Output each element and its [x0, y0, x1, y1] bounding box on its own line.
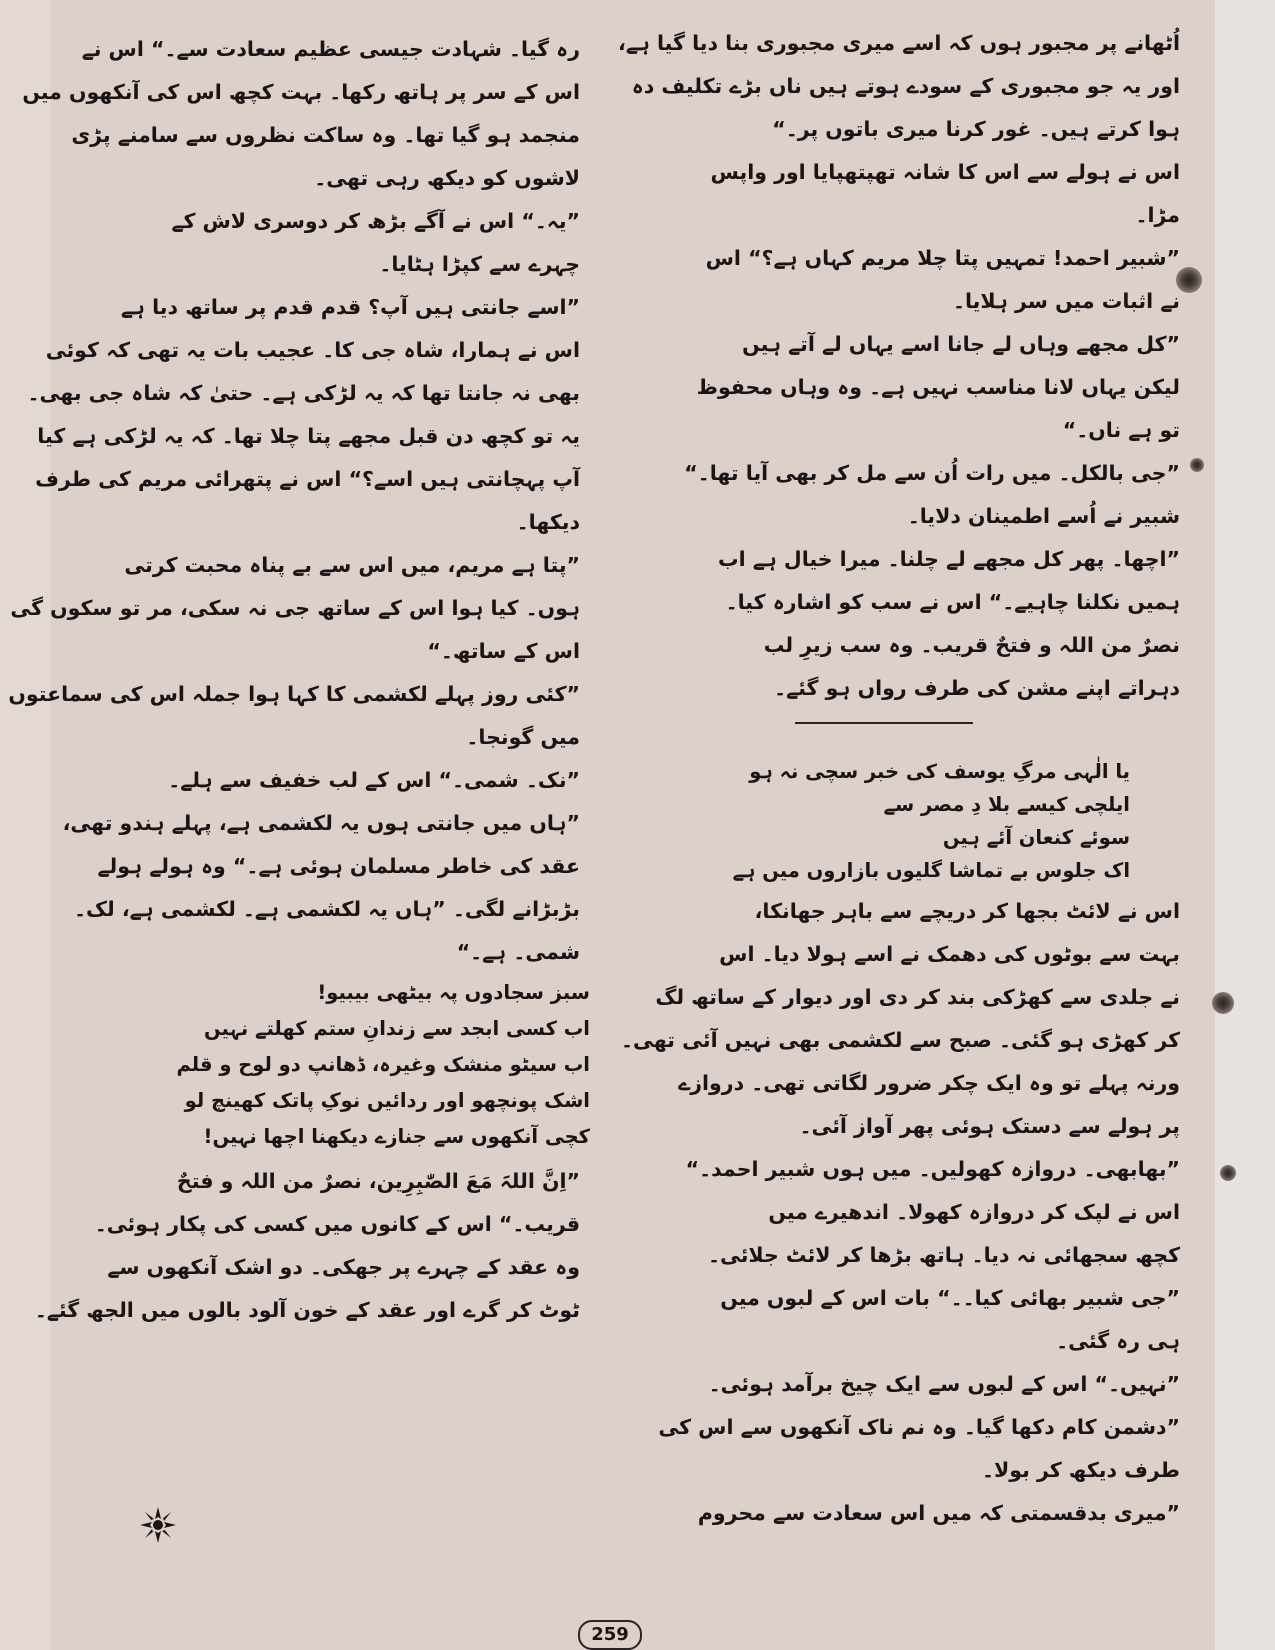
text-line: شبیر نے اُسے اطمینان دلایا۔	[907, 504, 1180, 528]
text-line: لاشوں کو دیکھ رہی تھی۔	[314, 166, 580, 190]
text-line: منجمد ہو گیا تھا۔ وہ ساکت نظروں سے سامنے پڑی	[71, 123, 580, 147]
text-line: ”نہیں۔“ اس کے لبوں سے ایک چیخ برآمد ہوئی۔	[708, 1372, 1180, 1396]
text-line: ”اچھا۔ پھر کل مجھے لے چلنا۔ میرا خیال ہے اب	[717, 547, 1180, 571]
page-number: 259	[578, 1620, 642, 1650]
binder-hole	[1212, 992, 1234, 1014]
text-line: عقد کی خاطر مسلمان ہوئی ہے۔“ وہ ہولے ہولے	[97, 854, 580, 878]
text-line: کر کھڑی ہو گئی۔ صبح سے لکشمی بھی نہیں آئی تھی۔	[621, 1028, 1180, 1052]
text-line: اور یہ جو مجبوری کے سودے ہوتے ہیں ناں بڑے تکلیف دہ	[631, 74, 1180, 98]
poem-line: سبز سجادوں پہ بیٹھی بیبیو!	[317, 981, 590, 1004]
text-line: ”جی شبیر بھائی کیا۔۔“ بات اس کے لبوں میں	[720, 1286, 1180, 1310]
text-line: مڑا۔	[1135, 203, 1180, 227]
text-line: قریب۔“ اس کے کانوں میں کسی کی پکار ہوئی۔	[94, 1212, 580, 1236]
text-line: اُٹھانے پر مجبور ہوں کہ اسے میری مجبوری بنا دیا گیا ہے،	[618, 31, 1180, 55]
text-line: طرف دیکھ کر بولا۔	[982, 1458, 1180, 1482]
text-line: میں گونجا۔	[466, 725, 580, 749]
text-line: نصرٌ من اللہ و فتحٌ قریب۔ وہ سب زیرِ لب	[763, 633, 1180, 657]
text-line: آپ پہچانتی ہیں اسے؟“ اس نے پتھرائی مریم کی طرف	[35, 467, 580, 491]
poem-line: اب سیٹو منشک وغیرہ، ڈھانپ دو لوح و قلم	[176, 1053, 590, 1076]
text-line: ٹوٹ کر گرے اور عقد کے خون آلود بالوں میں الجھ گئے۔	[34, 1298, 580, 1322]
left-column-continued	[34, 1160, 580, 1332]
text-line: بھی نہ جانتا تھا کہ یہ لڑکی ہے۔ حتیٰ کہ شاہ جی بھی۔	[27, 381, 580, 405]
poem-line: ایلچی کیسے بلا دِ مصر سے	[883, 793, 1130, 816]
poem-line: سوئے کنعان آئے ہیں	[942, 826, 1130, 849]
page-edge	[1215, 0, 1275, 1650]
right-column-continued	[621, 890, 1180, 1535]
text-line: وہ عقد کے چہرے پر جھکی۔ دو اشک آنکھوں سے	[107, 1255, 580, 1279]
text-line: ”یہ۔“ اس نے آگے بڑھ کر دوسری لاش کے	[171, 209, 580, 233]
text-line: لیکن یہاں لانا مناسب نہیں ہے۔ وہ وہاں محفوظ	[696, 375, 1180, 399]
text-line: نے اثبات میں سر ہلایا۔	[952, 289, 1180, 313]
text-line: ”میری بدقسمتی کہ میں اس سعادت سے محروم	[697, 1501, 1180, 1525]
text-line: پر ہولے سے دستک ہوئی پھر آواز آئی۔	[799, 1114, 1180, 1138]
binder-hole	[1220, 1165, 1236, 1181]
text-line: ”ہاں میں جانتی ہوں یہ لکشمی ہے، پہلے ہندو تھی،	[62, 811, 580, 835]
text-line: ہمیں نکلنا چاہیے۔“ اس نے سب کو اشارہ کیا۔	[725, 590, 1180, 614]
text-line: اس کے سر پر ہاتھ رکھا۔ بہت کچھ اس کی آنکھوں میں	[22, 80, 580, 104]
text-line: ہی رہ گئی۔	[1056, 1329, 1180, 1353]
poem-block-left	[120, 975, 590, 1155]
text-line: دیکھا۔	[516, 510, 580, 534]
poem-line: کچی آنکھوں سے جنازے دیکھنا اچھا نہیں!	[203, 1125, 590, 1148]
text-line: بڑبڑانے لگی۔ ”ہاں یہ لکشمی ہے۔ لکشمی ہے، لک۔	[74, 897, 580, 921]
text-line: دہراتے اپنے مشن کی طرف رواں ہو گئے۔	[774, 676, 1180, 700]
text-line: ”کئی روز پہلے لکشمی کا کہا ہوا جملہ اس کی سماعتوں	[8, 682, 580, 706]
poem-line: اک جلوس بے تماشا گلیوں بازاروں میں ہے	[732, 859, 1130, 882]
text-line: نے جلدی سے کھڑکی بند کر دی اور دیوار کے ساتھ لگ	[655, 985, 1180, 1009]
text-line: ”اسے جانتی ہیں آپ؟ قدم قدم پر ساتھ دیا ہے	[120, 295, 580, 319]
text-line: ”جی بالکل۔ میں رات اُن سے مل کر بھی آیا تھا۔“	[684, 461, 1180, 485]
poem-block-right	[650, 755, 1130, 887]
text-line: ورنہ پہلے تو وہ ایک چکر ضرور لگاتی تھی۔ دروازے	[678, 1071, 1180, 1095]
text-line: ہوں۔ کیا ہوا اس کے ساتھ جی نہ سکی، مر تو سکوں گی	[10, 596, 580, 620]
text-line: اس کے ساتھ۔“	[427, 639, 580, 663]
text-line: ”پتا ہے مریم، میں اس سے بے پناہ محبت کرتی	[124, 553, 580, 577]
poem-line: اشک پونچھو اور ردائیں نوکِ پاتک کھینچ لو	[184, 1089, 590, 1112]
text-line: ”نک۔ شمی۔“ اس کے لب خفیف سے ہلے۔	[168, 768, 580, 792]
text-line: ”دشمن کام دکھا گیا۔ وہ نم ناک آنکھوں سے اس کی	[658, 1415, 1180, 1439]
text-line: اس نے لائٹ بجھا کر دریچے سے باہر جھانکا،	[754, 899, 1180, 923]
text-line: یہ تو کچھ دن قبل مجھے پتا چلا تھا۔ کہ یہ لڑکی ہے کیا	[37, 424, 580, 448]
text-line: اس نے ہولے سے اس کا شانہ تھپتھپایا اور واپس	[710, 160, 1180, 184]
text-line: چہرے سے کپڑا ہٹایا۔	[379, 252, 580, 276]
text-line: شمی۔ ہے۔“	[456, 940, 580, 964]
text-line: رہ گیا۔ شہادت جیسی عظیم سعادت سے۔“ اس نے	[81, 37, 580, 61]
text-line: ”بھابھی۔ دروازہ کھولیں۔ میں ہوں شبیر احمد۔“	[685, 1157, 1180, 1181]
text-line: بہت سے بوٹوں کی دھمک نے اسے ہولا دیا۔ اس	[719, 942, 1180, 966]
poem-line: یا الٰہی مرگِ یوسف کی خبر سچی نہ ہو	[749, 760, 1130, 783]
binder-hole	[1190, 458, 1204, 472]
text-line: اس نے ہمارا، شاہ جی کا۔ عجیب بات یہ تھی کہ کوئی	[45, 338, 580, 362]
section-divider	[795, 722, 973, 724]
text-line: تو ہے ناں۔“	[1062, 418, 1180, 442]
text-line: ”اِنَّ اللہَ مَعَ الصّٰبِرِین، نصرٌ من اللہ و فتحٌ	[176, 1169, 580, 1193]
text-line: اس نے لپک کر دروازہ کھولا۔ اندھیرے میں	[768, 1200, 1180, 1224]
binder-hole	[1176, 267, 1202, 293]
text-line: ”شبیر احمد! تمہیں پتا چلا مریم کہاں ہے؟“ اس	[705, 246, 1180, 270]
text-line: ”کل مجھے وہاں لے جانا اسے یہاں لے آتے ہیں	[742, 332, 1180, 356]
text-line: ہوا کرتے ہیں۔ غور کرنا میری باتوں پر۔“	[772, 117, 1180, 141]
left-column	[8, 28, 580, 974]
text-line: کچھ سجھائی نہ دیا۔ ہاتھ بڑھا کر لائٹ جلائی۔	[707, 1243, 1180, 1267]
ornament-icon	[138, 1505, 178, 1545]
poem-line: اب کسی ابجد سے زندانِ ستم کھلتے نہیں	[203, 1017, 590, 1040]
right-column	[618, 22, 1180, 710]
